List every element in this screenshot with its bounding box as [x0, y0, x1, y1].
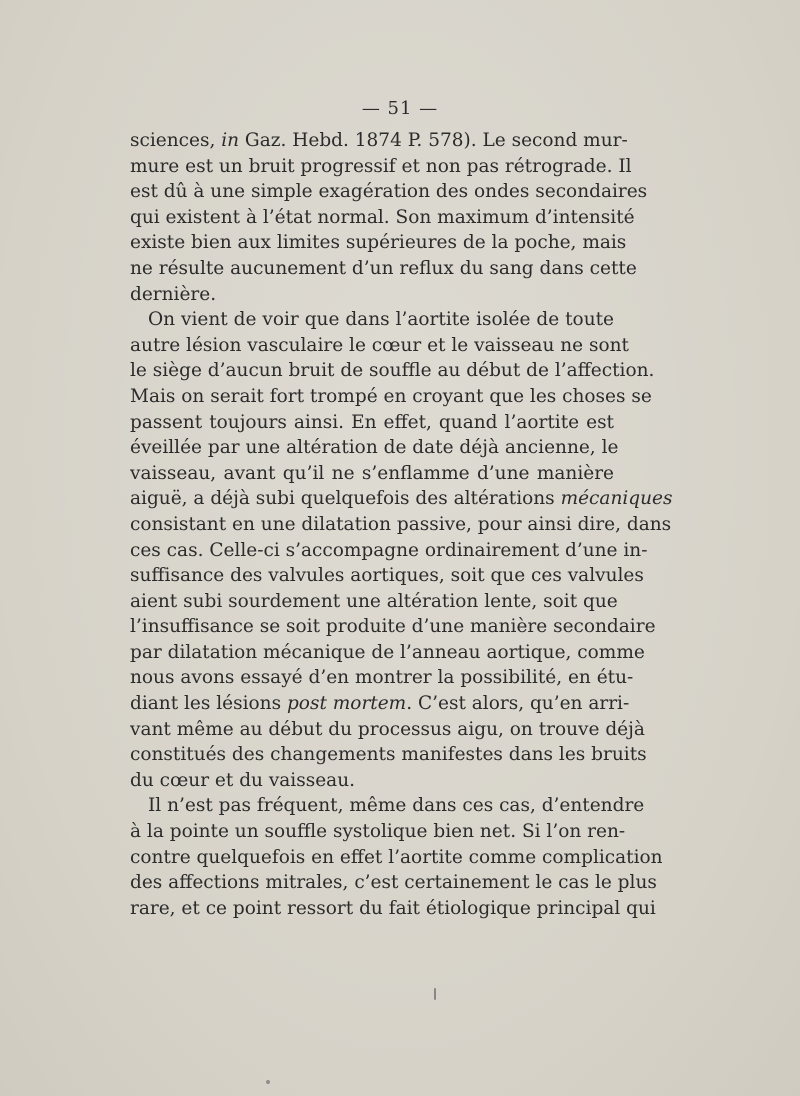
text-line — [130, 154, 632, 180]
text-line — [130, 461, 614, 487]
text-line — [130, 486, 673, 512]
text-run: mure est un bruit progressif et non pas rétrograde. Il — [130, 155, 632, 177]
text-line — [130, 717, 645, 743]
text-line — [130, 768, 614, 794]
text-line — [130, 435, 619, 461]
text-run: éveillée par une altération de date déjà ancienne, le — [130, 437, 619, 459]
paper-speck — [290, 905, 292, 907]
text-run: qui existent à l’état normal. Son maximum d’intensité — [130, 206, 635, 228]
text-run: nous avons essayé d’en montrer la possibilité, en étu- — [130, 667, 634, 689]
text-line — [130, 563, 644, 589]
text-run: existe bien aux limites supérieures de la poche, mais — [130, 232, 627, 254]
text-line — [130, 870, 657, 896]
text-line — [130, 589, 618, 615]
text-line — [130, 742, 647, 768]
text-run: est dû à une simple exagération des ondes secondaires — [130, 181, 648, 203]
text-line — [130, 896, 656, 922]
text-run: aient subi sourdement une altération lente, soit que — [130, 590, 618, 612]
text-run: . C’est alors, qu’en arri- — [406, 693, 630, 715]
text-line — [130, 205, 635, 231]
text-line — [130, 179, 648, 205]
text-line — [130, 845, 663, 871]
paper-speck — [434, 988, 436, 1000]
text-run: du cœur et du vaisseau. — [130, 769, 355, 791]
text-line — [130, 793, 645, 819]
text-line — [130, 307, 614, 333]
text-line — [130, 640, 645, 666]
text-line — [130, 512, 672, 538]
text-run: suffisance des valvules aortiques, soit que ces valvules — [130, 565, 644, 587]
text-line — [130, 282, 614, 308]
text-line — [130, 384, 652, 410]
italic-text: mécaniques — [560, 488, 673, 510]
text-line — [130, 819, 626, 845]
italic-text: post mortem — [286, 693, 407, 715]
text-line — [130, 333, 629, 359]
text-line — [130, 614, 656, 640]
text-run: ces cas. Celle-ci s’accompagne ordinairement d’une in- — [130, 539, 648, 561]
text-run: contre quelquefois en effet l’aortite comme complication — [130, 846, 663, 868]
text-run: aiguë, a déjà subi quelquefois des altérations — [130, 488, 561, 510]
text-line — [130, 358, 655, 384]
text-run: ne résulte aucunement d’un reflux du sang dans cette — [130, 257, 637, 279]
text-run: autre lésion vasculaire le cœur et le vaisseau ne sont — [130, 334, 629, 356]
text-run: Gaz. Hebd. 1874 P. 578). Le second mur- — [239, 130, 628, 151]
text-run: Il n’est pas fréquent, même dans ces cas, d’entendre — [148, 795, 645, 817]
text-line — [130, 128, 628, 154]
text-line — [130, 691, 630, 717]
text-run: diant les lésions — [130, 693, 287, 715]
text-run: constitués des changements manifestes dans les bruits — [130, 744, 647, 766]
text-run: vaisseau, avant qu’il ne s’enflamme d’une manière — [130, 462, 614, 484]
text-run: l’insuffisance se soit produite d’une manière secondaire — [130, 616, 656, 638]
italic-text: in — [221, 130, 240, 151]
text-run: dernière. — [130, 283, 217, 305]
text-run: passent toujours ainsi. En effet, quand l’aortite est — [130, 411, 614, 433]
text-run: Mais on serait fort trompé en croyant que les choses se — [130, 385, 652, 407]
text-run: des affections mitrales, c’est certainement le cas le plus — [130, 872, 657, 894]
text-line — [130, 538, 648, 564]
text-run: le siège d’aucun bruit de souffle au début de l’affection. — [130, 360, 655, 382]
body-text — [130, 128, 673, 921]
text-run: rare, et ce point ressort du fait étiologique principal qui — [130, 897, 656, 919]
text-run: sciences, — [130, 130, 222, 151]
paper-speck — [266, 1080, 270, 1084]
text-run: vant même au début du processus aigu, on trouve déjà — [130, 718, 645, 740]
text-line — [130, 256, 637, 282]
text-run: consistant en une dilatation passive, pour ainsi dire, dans — [130, 513, 672, 535]
text-run: par dilatation mécanique de l’anneau aortique, comme — [130, 641, 645, 663]
text-line — [130, 665, 634, 691]
text-run: à la pointe un souffle systolique bien net. Si l’on ren- — [130, 821, 626, 843]
text-line — [130, 230, 627, 256]
text-line — [130, 410, 614, 436]
page-number: — 51 — — [361, 98, 439, 119]
text-run: On vient de voir que dans l’aortite isolée de toute — [148, 309, 614, 331]
